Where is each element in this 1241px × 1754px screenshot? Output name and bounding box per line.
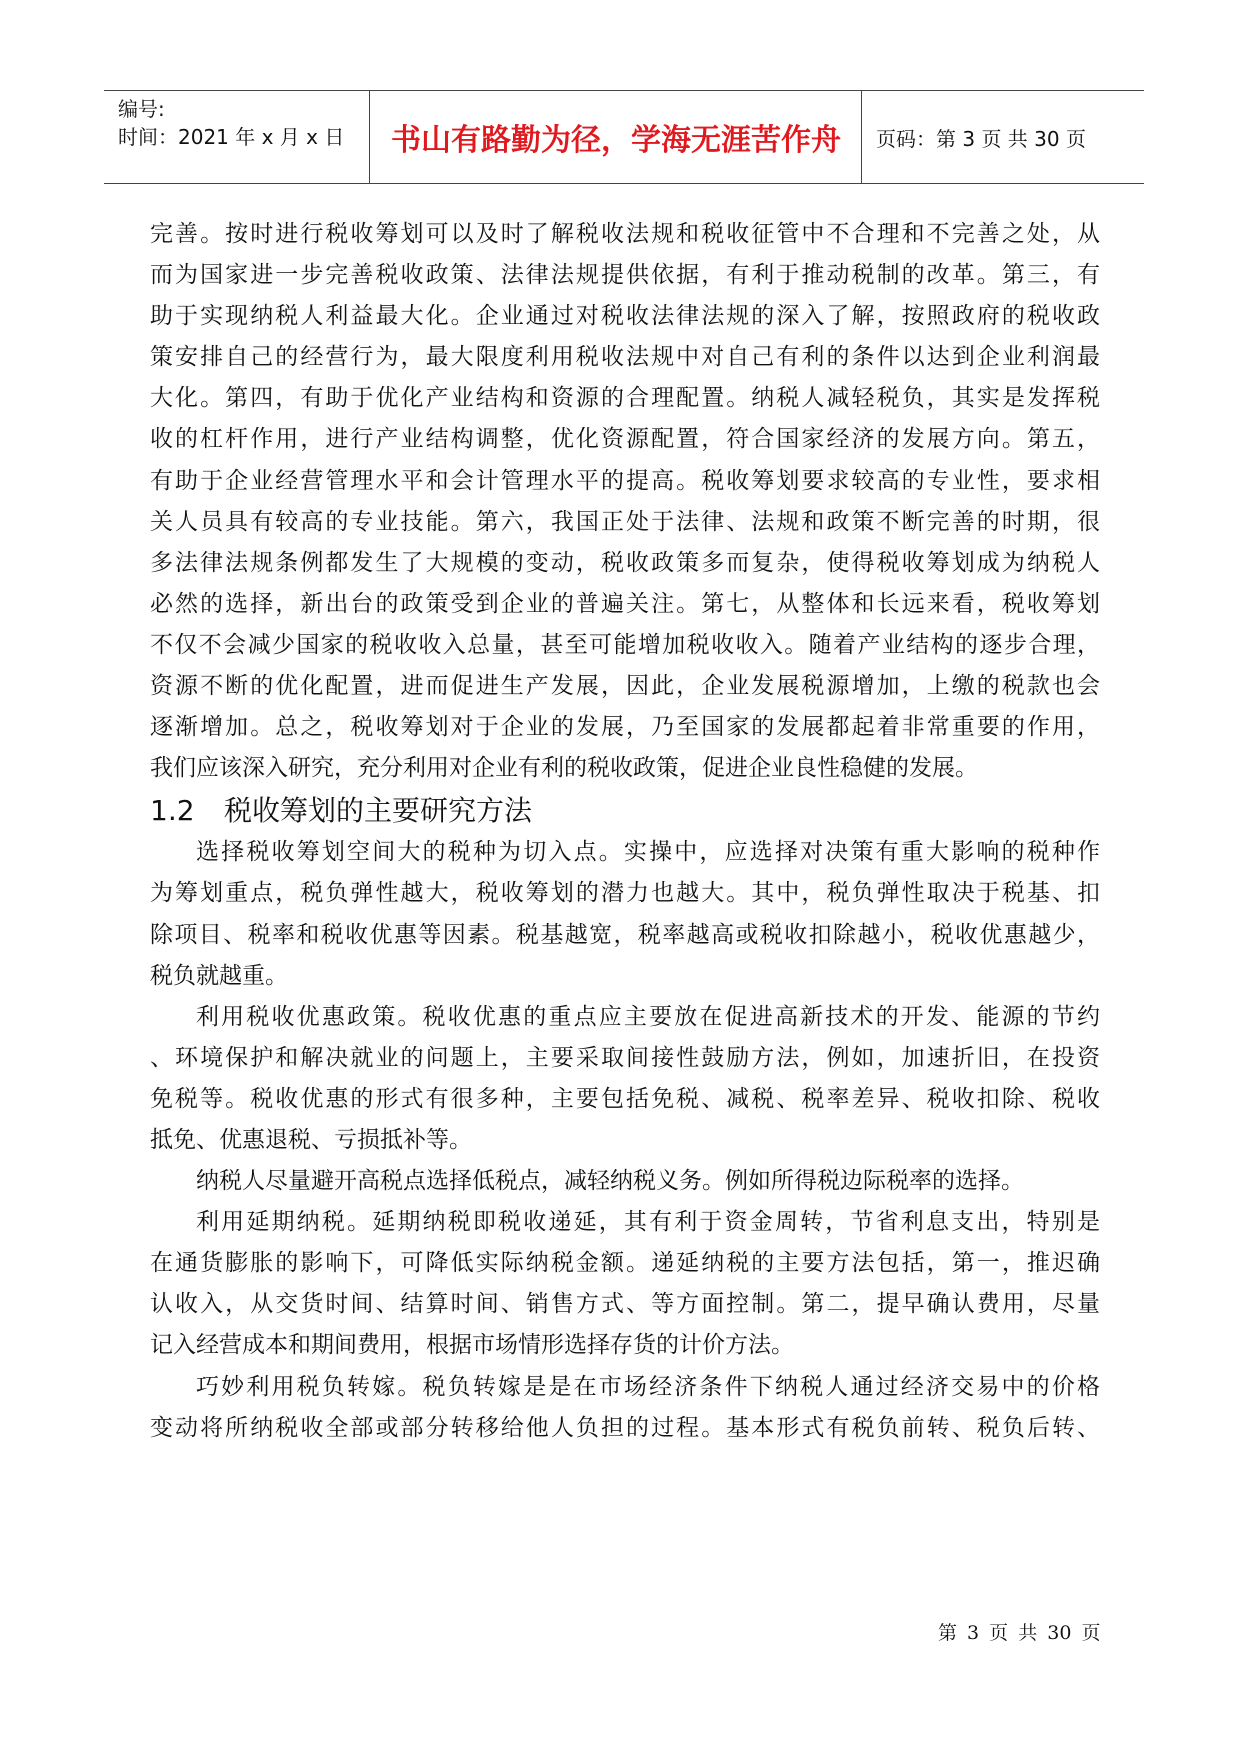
paragraph-5 <box>150 1202 1100 1366</box>
text-line: 有助于企业经营管理水平和会计管理水平的提高。税收筹划要求较高的专业性，要求相 <box>150 467 1100 494</box>
header-info <box>118 95 368 151</box>
section-number: 1.2 <box>150 794 195 828</box>
text-line: 在通货膨胀的影响下，可降低实际纳税金额。递延纳税的主要方法包括，第一，推迟确 <box>150 1250 1100 1277</box>
header-page-number: 页码：第 3 页 共 30 页 <box>876 126 1086 151</box>
text-line: 多法律法规条例都发生了大规模的变动，税收政策多而复杂，使得税收筹划成为纳税人 <box>150 549 1100 576</box>
text-line: 纳税人尽量避开高税点选择低税点，减轻纳税义务。例如所得税边际税率的选择。 <box>196 1168 1024 1195</box>
section-title: 税收筹划的主要研究方法 <box>224 794 533 828</box>
paragraph-2 <box>150 832 1100 996</box>
text-line: 关人员具有较高的专业技能。第六，我国正处于法律、法规和政策不断完善的时期，很 <box>150 508 1100 535</box>
text-line: 记入经营成本和期间费用，根据市场情形选择存货的计价方法。 <box>150 1332 794 1359</box>
page-footer: 第 3 页 共 30 页 <box>938 1622 1101 1644</box>
text-line: 策安排自己的经营行为，最大限度利用税收法规中对自己有利的条件以达到企业利润最 <box>150 344 1100 371</box>
text-line: 变动将所纳税收全部或部分转移给他人负担的过程。基本形式有税负前转、税负后转、 <box>150 1414 1100 1441</box>
text-line: 收的杠杆作用，进行产业结构调整，优化资源配置，符合国家经济的发展方向。第五， <box>150 426 1100 453</box>
paragraph-3 <box>150 997 1100 1161</box>
serial-label: 编号: <box>118 97 165 121</box>
text-line: 除项目、税率和税收优惠等因素。税基越宽，税率越高或税收扣除越小，税收优惠越少， <box>150 921 1100 948</box>
paragraph-1 <box>150 214 1100 789</box>
header-divider <box>369 91 370 183</box>
text-line: 选择税收筹划空间大的税种为切入点。实操中，应选择对决策有重大影响的税种作 <box>196 839 1100 866</box>
text-line: 巧妙利用税负转嫁。税负转嫁是是在市场经济条件下纳税人通过经济交易中的价格 <box>196 1373 1100 1400</box>
text-line: 免税等。税收优惠的形式有很多种，主要包括免税、减税、税率差异、税收扣除、税收 <box>150 1085 1100 1112</box>
text-line: 大化。第四，有助于优化产业结构和资源的合理配置。纳税人减轻税负，其实是发挥税 <box>150 385 1100 412</box>
text-line: 完善。按时进行税收筹划可以及时了解税收法规和税收征管中不合理和不完善之处，从 <box>150 221 1100 247</box>
text-line: 认收入，从交货时间、结算时间、销售方式、等方面控制。第二，提早确认费用，尽量 <box>150 1291 1100 1318</box>
text-line: 逐渐增加。总之，税收筹划对于企业的发展，乃至国家的发展都起着非常重要的作用， <box>150 714 1100 741</box>
text-line: 抵免、优惠退税、亏损抵补等。 <box>150 1126 472 1153</box>
text-line: 利用延期纳税。延期纳税即税收递延，其有利于资金周转，节省利息支出，特别是 <box>196 1209 1100 1236</box>
paragraph-4 <box>150 1161 1100 1202</box>
text-line: 而为国家进一步完善税收政策、法律法规提供依据，有利于推动税制的改革。第三，有 <box>150 262 1100 289</box>
text-line: 为筹划重点，税负弹性越大，税收筹划的潜力也越大。其中，税负弹性取决于税基、扣 <box>150 880 1100 907</box>
header-divider <box>861 91 862 183</box>
header-motto: 书山有路勤为径，学海无涯苦作舟 <box>391 123 841 158</box>
page-header <box>104 90 1144 184</box>
text-line: 不仅不会减少国家的税收收入总量，甚至可能增加税收收入。随着产业结构的逐步合理， <box>150 631 1100 658</box>
text-line: 利用税收优惠政策。税收优惠的重点应主要放在促进高新技术的开发、能源的节约 <box>196 1003 1100 1030</box>
text-line: 资源不断的优化配置，进而促进生产发展，因此，企业发展税源增加，上缴的税款也会 <box>150 673 1100 700</box>
paragraph-6 <box>150 1367 1100 1449</box>
document-body <box>150 214 1100 1449</box>
text-line: 助于实现纳税人利益最大化。企业通过对税收法律法规的深入了解，按照政府的税收政 <box>150 303 1100 330</box>
section-heading <box>150 789 1100 832</box>
text-line: 必然的选择，新出台的政策受到企业的普遍关注。第七，从整体和长远来看，税收筹划 <box>150 590 1100 617</box>
text-line: 、环境保护和解决就业的问题上，主要采取间接性鼓励方法，例如，加速折旧，在投资 <box>150 1044 1100 1071</box>
text-line: 我们应该深入研究，充分利用对企业有利的税收政策，促进企业良性稳健的发展。 <box>150 755 978 782</box>
time-label: 时间：2021 年 x 月 x 日 <box>118 125 345 149</box>
text-line: 税负就越重。 <box>150 962 288 989</box>
